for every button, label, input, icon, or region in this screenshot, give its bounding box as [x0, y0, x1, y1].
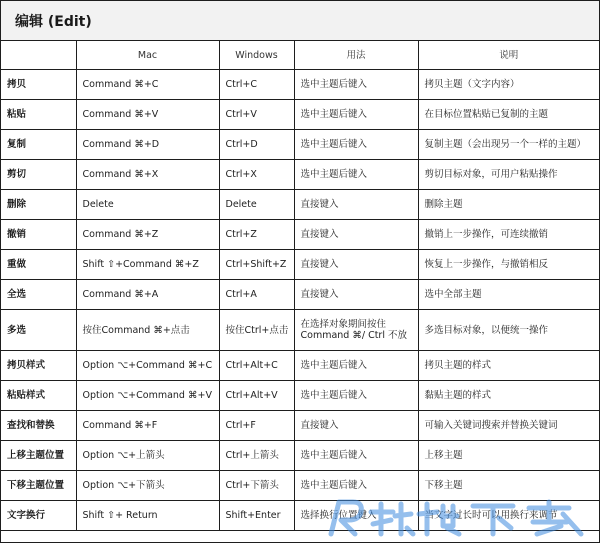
usage-cell: 选中主题后键入: [294, 160, 418, 190]
windows-shortcut-cell: Ctrl+D: [219, 130, 294, 160]
description-cell: 删除主题: [418, 190, 599, 220]
description-cell: 撤销上一步操作，可连续撤销: [418, 220, 599, 250]
windows-shortcut-cell: Ctrl+C: [219, 70, 294, 100]
table-row: [1, 70, 599, 100]
usage-cell: 在选择对象期间按住 Command ⌘/ Ctrl 不放: [294, 310, 418, 351]
table-row: [1, 190, 599, 220]
mac-shortcut-cell: Option ⌥+Command ⌘+C: [76, 351, 219, 381]
description-cell: 当文字过长时可以用换行来调节: [418, 501, 599, 531]
usage-cell: 直接键入: [294, 411, 418, 441]
operation-cell: 上移主题位置: [1, 441, 76, 471]
operation-cell: 剪切: [1, 160, 76, 190]
header-usage: 用法: [294, 41, 418, 70]
description-cell: 多选目标对象，以便统一操作: [418, 310, 599, 351]
section-header: [1, 1, 599, 41]
description-cell: 在目标位置粘贴已复制的主题: [418, 100, 599, 130]
usage-cell: 直接键入: [294, 220, 418, 250]
description-cell: 可输入关键词搜索并替换关键词: [418, 411, 599, 441]
table-row: [1, 100, 599, 130]
mac-shortcut-cell: Command ⌘+V: [76, 100, 219, 130]
operation-cell: 多选: [1, 310, 76, 351]
mac-shortcut-cell: Command ⌘+D: [76, 130, 219, 160]
description-cell: 剪切目标对象，可用户粘贴操作: [418, 160, 599, 190]
windows-shortcut-cell: Ctrl+Z: [219, 220, 294, 250]
description-cell: 上移主题: [418, 441, 599, 471]
operation-cell: 查找和替换: [1, 411, 76, 441]
operation-cell: 拷贝样式: [1, 351, 76, 381]
usage-cell: 选中主题后键入: [294, 351, 418, 381]
header-description: 说明: [418, 41, 599, 70]
section-title: 编辑 (Edit): [15, 13, 92, 30]
windows-shortcut-cell: Ctrl+A: [219, 280, 294, 310]
header-row: [1, 41, 599, 70]
table-row: [1, 411, 599, 441]
windows-shortcut-cell: Ctrl+Shift+Z: [219, 250, 294, 280]
table-row: [1, 310, 599, 351]
operation-cell: 删除: [1, 190, 76, 220]
windows-shortcut-cell: Ctrl+Alt+V: [219, 381, 294, 411]
usage-cell: 选中主题后键入: [294, 100, 418, 130]
operation-cell: 全选: [1, 280, 76, 310]
usage-cell: 选中主题后键入: [294, 130, 418, 160]
table-row: [1, 130, 599, 160]
table-row: [1, 471, 599, 501]
shortcut-table: [1, 41, 599, 531]
description-cell: 恢复上一步操作，与撤销相反: [418, 250, 599, 280]
operation-cell: 复制: [1, 130, 76, 160]
windows-shortcut-cell: Delete: [219, 190, 294, 220]
windows-shortcut-cell: Ctrl+Alt+C: [219, 351, 294, 381]
usage-cell: 直接键入: [294, 190, 418, 220]
usage-cell: 选中主题后键入: [294, 70, 418, 100]
usage-cell: 选中主题后键入: [294, 471, 418, 501]
mac-shortcut-cell: Command ⌘+C: [76, 70, 219, 100]
mac-shortcut-cell: Command ⌘+X: [76, 160, 219, 190]
table-row: [1, 351, 599, 381]
description-cell: 拷贝主题（文字内容）: [418, 70, 599, 100]
operation-cell: 拷贝: [1, 70, 76, 100]
description-cell: 复制主题（会出现另一个一样的主题）: [418, 130, 599, 160]
table-row: [1, 220, 599, 250]
operation-cell: 文字换行: [1, 501, 76, 531]
windows-shortcut-cell: Ctrl+X: [219, 160, 294, 190]
usage-cell: 选中主题后键入: [294, 441, 418, 471]
usage-cell: 选中主题后键入: [294, 381, 418, 411]
windows-shortcut-cell: Shift+Enter: [219, 501, 294, 531]
operation-cell: 粘贴: [1, 100, 76, 130]
usage-cell: 直接键入: [294, 250, 418, 280]
usage-cell: 选择换行位置键入: [294, 501, 418, 531]
description-cell: 下移主题: [418, 471, 599, 501]
operation-cell: 重做: [1, 250, 76, 280]
operation-cell: 撤销: [1, 220, 76, 250]
header-mac: Mac: [76, 41, 219, 70]
description-cell: 黏贴主题的样式: [418, 381, 599, 411]
description-cell: 选中全部主题: [418, 280, 599, 310]
mac-shortcut-cell: Option ⌥+下箭头: [76, 471, 219, 501]
mac-shortcut-cell: Shift ⇧+ Return: [76, 501, 219, 531]
mac-shortcut-cell: Delete: [76, 190, 219, 220]
mac-shortcut-cell: Command ⌘+A: [76, 280, 219, 310]
windows-shortcut-cell: Ctrl+上箭头: [219, 441, 294, 471]
mac-shortcut-cell: Command ⌘+F: [76, 411, 219, 441]
description-cell: 拷贝主题的样式: [418, 351, 599, 381]
operation-cell: 下移主题位置: [1, 471, 76, 501]
mac-shortcut-cell: 按住Command ⌘+点击: [76, 310, 219, 351]
table-row: [1, 280, 599, 310]
header-windows: Windows: [219, 41, 294, 70]
table-row: [1, 160, 599, 190]
table-row: [1, 250, 599, 280]
mac-shortcut-cell: Option ⌥+Command ⌘+V: [76, 381, 219, 411]
table-row: [1, 381, 599, 411]
usage-cell: 直接键入: [294, 280, 418, 310]
mac-shortcut-cell: Option ⌥+上箭头: [76, 441, 219, 471]
table-row: [1, 441, 599, 471]
mac-shortcut-cell: Shift ⇧+Command ⌘+Z: [76, 250, 219, 280]
windows-shortcut-cell: Ctrl+V: [219, 100, 294, 130]
windows-shortcut-cell: Ctrl+下箭头: [219, 471, 294, 501]
windows-shortcut-cell: Ctrl+F: [219, 411, 294, 441]
operation-cell: 粘贴样式: [1, 381, 76, 411]
table-row: [1, 501, 599, 531]
header-operation: [1, 41, 76, 70]
mac-shortcut-cell: Command ⌘+Z: [76, 220, 219, 250]
windows-shortcut-cell: 按住Ctrl+点击: [219, 310, 294, 351]
